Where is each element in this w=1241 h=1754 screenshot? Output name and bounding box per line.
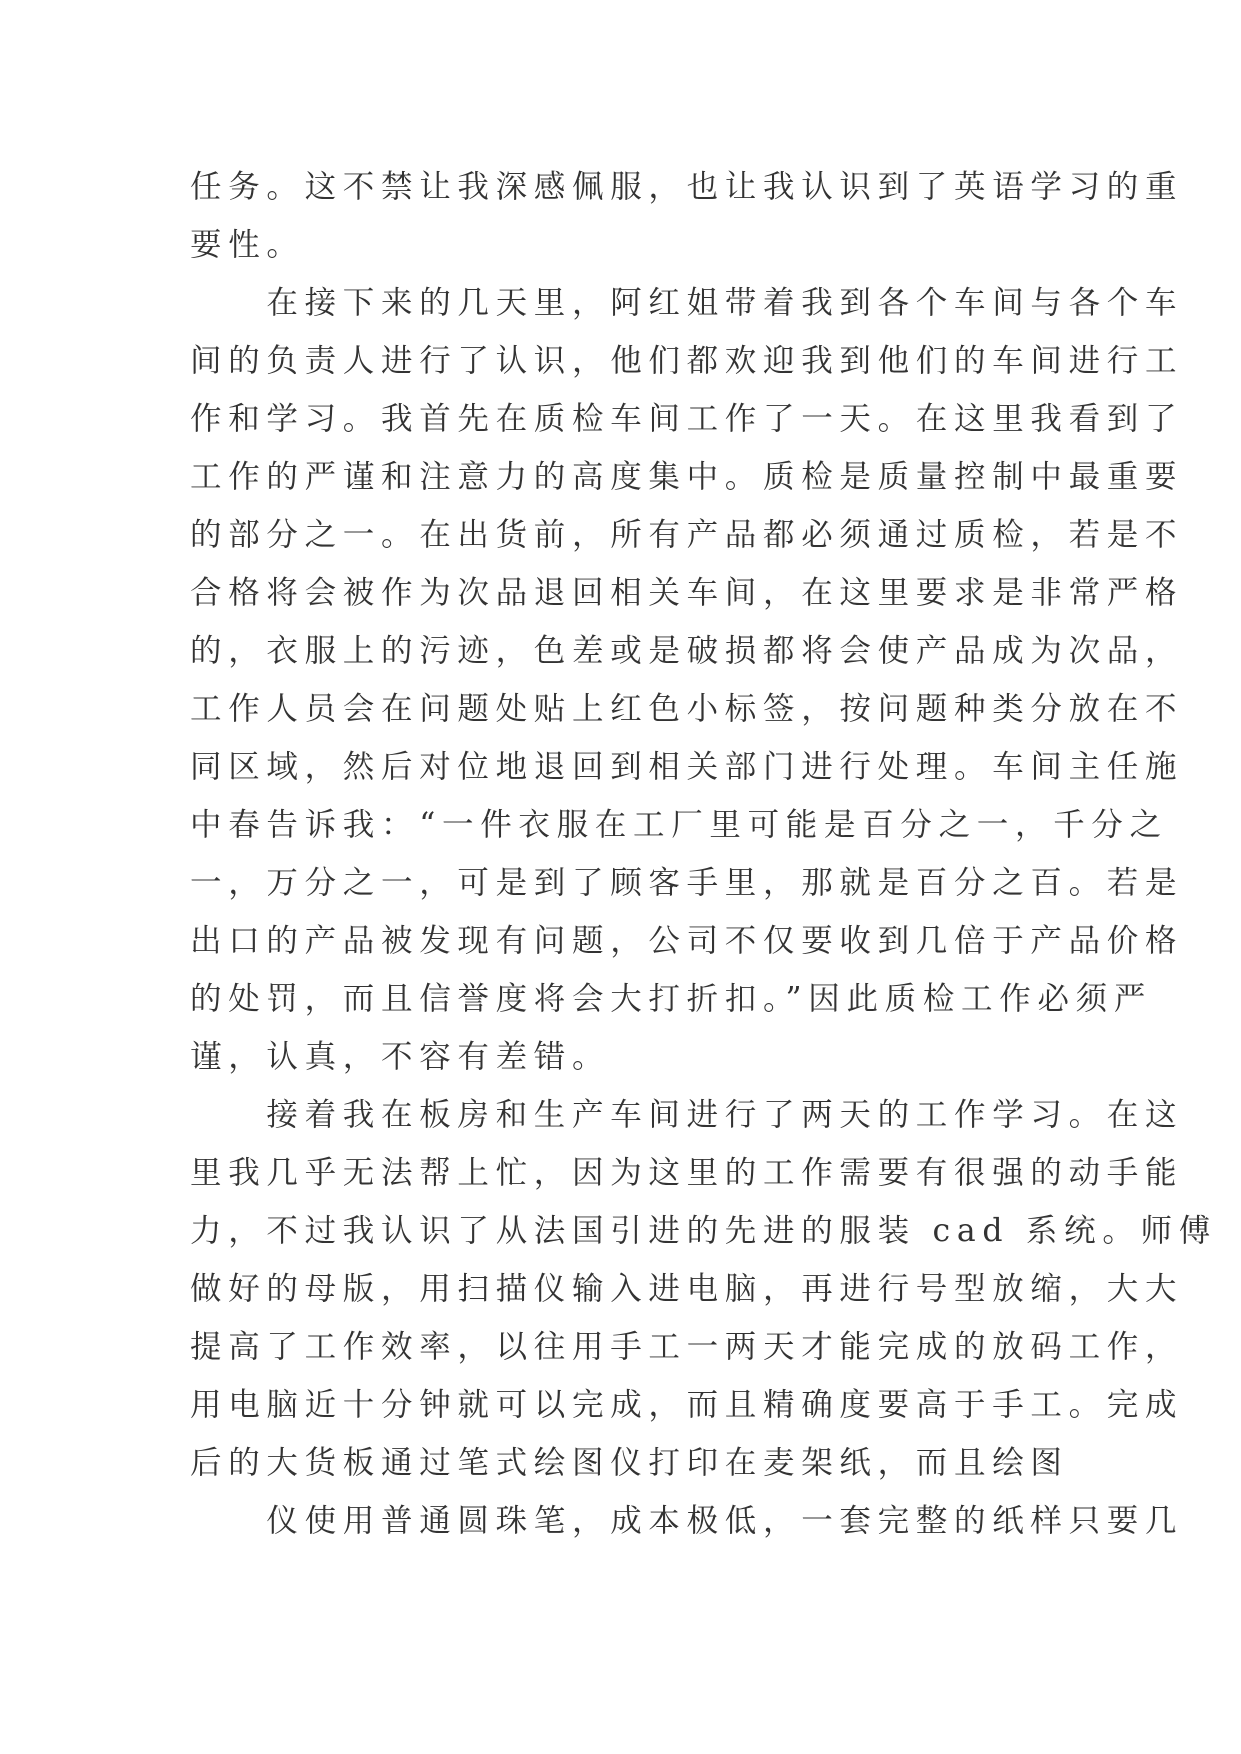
text-line: 仪使用普通圆珠笔，成本极低，一套完整的纸样只要几 — [190, 1503, 1184, 1539]
paragraph — [190, 1086, 1217, 1492]
text-line: 力，不过我认识了从法国引进的先进的服装 cad 系统。师傅 — [190, 1213, 1217, 1249]
text-line: 后的大货板通过笔式绘图仪打印在麦架纸，而且绘图 — [190, 1445, 1069, 1481]
document-body — [190, 158, 1217, 1550]
text-line: 要性。 — [190, 227, 305, 263]
text-line: 中春告诉我：“一件衣服在工厂里可能是百分之一，千分之 — [190, 807, 1168, 843]
paragraph — [190, 1492, 1184, 1550]
text-line: 工作人员会在问题处贴上红色小标签，按问题种类分放在不 — [190, 691, 1184, 727]
text-line: 工作的严谨和注意力的高度集中。质检是质量控制中最重要 — [190, 459, 1184, 495]
paragraph — [190, 158, 1184, 274]
text-line: 一，万分之一，可是到了顾客手里，那就是百分之百。若是 — [190, 865, 1184, 901]
text-line: 出口的产品被发现有问题，公司不仅要收到几倍于产品价格 — [190, 923, 1184, 959]
text-line: 的，衣服上的污迹，色差或是破损都将会使产品成为次品， — [190, 633, 1184, 669]
text-line: 的处罚，而且信誉度将会大打折扣。”因此质检工作必须严 — [190, 981, 1153, 1017]
text-line: 在接下来的几天里，阿红姐带着我到各个车间与各个车 — [190, 285, 1184, 321]
text-line: 间的负责人进行了认识，他们都欢迎我到他们的车间进行工 — [190, 343, 1184, 379]
text-line: 做好的母版，用扫描仪输入进电脑，再进行号型放缩，大大 — [190, 1271, 1184, 1307]
text-line: 里我几乎无法帮上忙，因为这里的工作需要有很强的动手能 — [190, 1155, 1184, 1191]
text-line: 的部分之一。在出货前，所有产品都必须通过质检，若是不 — [190, 517, 1184, 553]
text-line: 合格将会被作为次品退回相关车间，在这里要求是非常严格 — [190, 575, 1184, 611]
paragraph — [190, 274, 1184, 1086]
text-line: 任务。这不禁让我深感佩服，也让我认识到了英语学习的重 — [190, 169, 1184, 205]
text-line: 接着我在板房和生产车间进行了两天的工作学习。在这 — [190, 1097, 1184, 1133]
text-line: 作和学习。我首先在质检车间工作了一天。在这里我看到了 — [190, 401, 1184, 437]
text-line: 提高了工作效率，以往用手工一两天才能完成的放码工作， — [190, 1329, 1184, 1365]
text-line: 谨，认真，不容有差错。 — [190, 1039, 611, 1075]
text-line: 用电脑近十分钟就可以完成，而且精确度要高于手工。完成 — [190, 1387, 1184, 1423]
text-line: 同区域，然后对位地退回到相关部门进行处理。车间主任施 — [190, 749, 1184, 785]
